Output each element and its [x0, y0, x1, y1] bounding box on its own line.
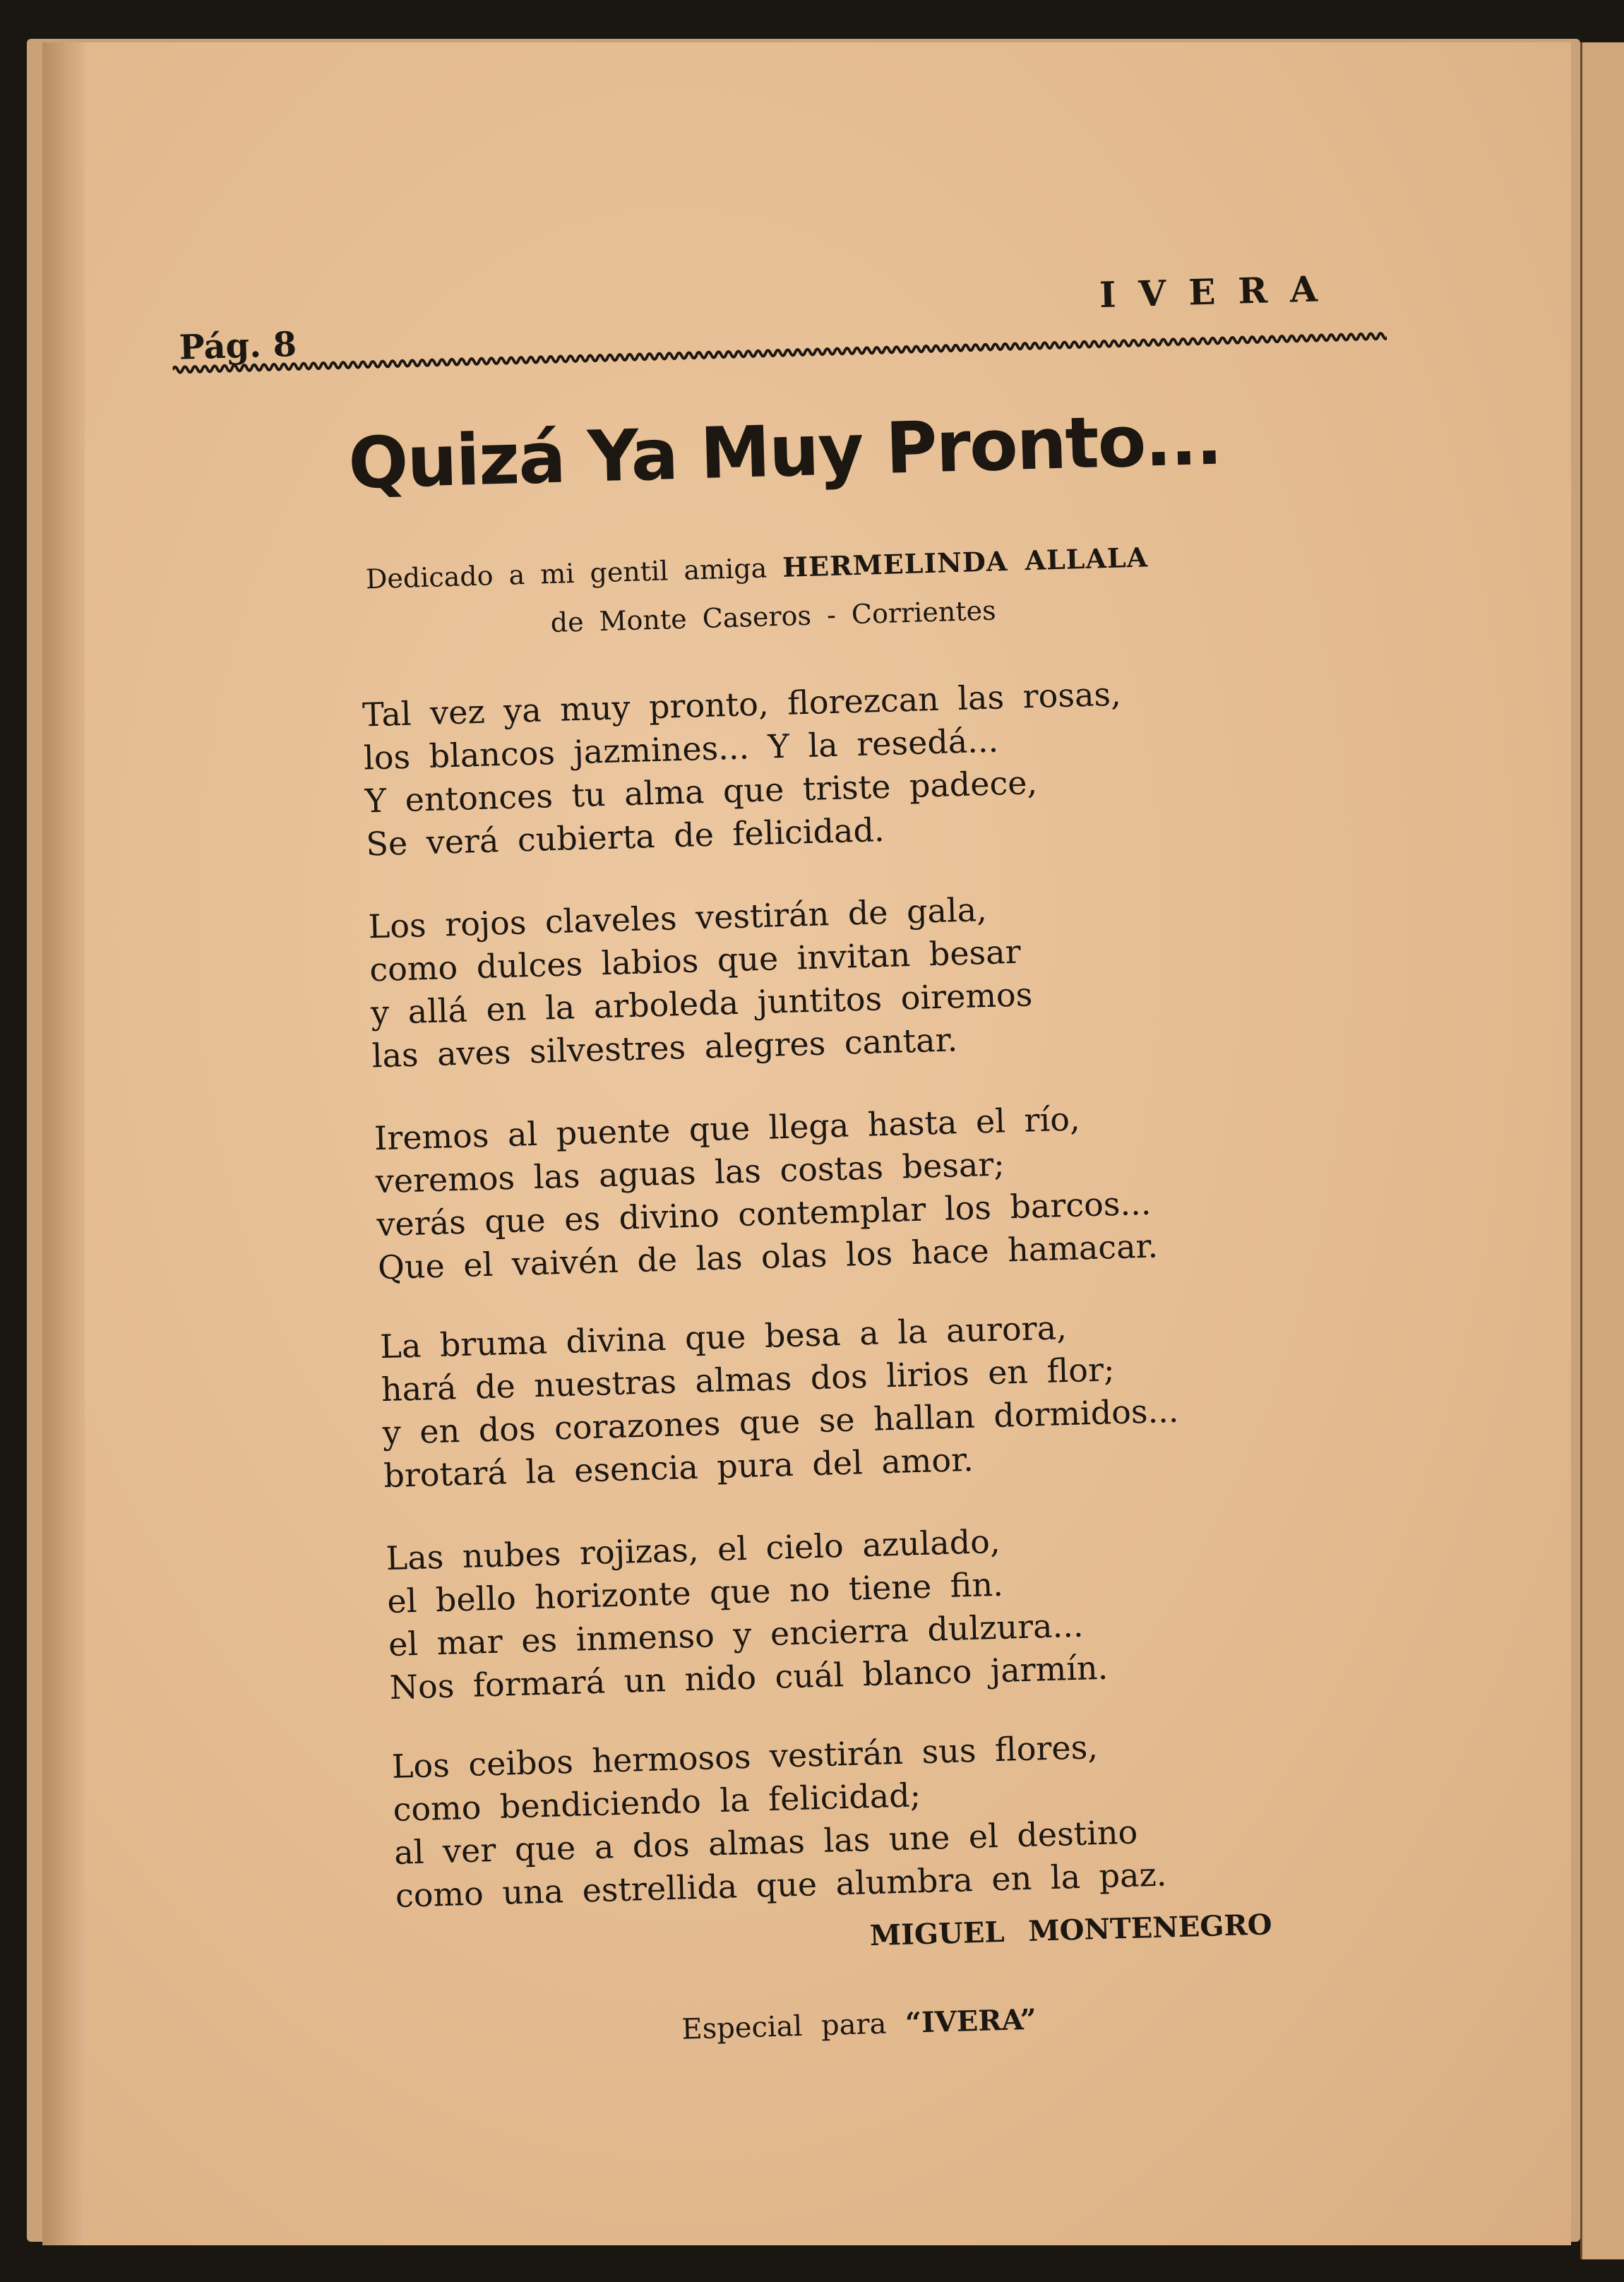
poem-line: el mar es inmenso y encierra dulzura...	[388, 1606, 1084, 1664]
poem-line: Iremos al puente que llega hasta el río,	[374, 1099, 1081, 1158]
poem-line: La bruma divina que besa a la aurora,	[379, 1308, 1068, 1366]
poem-line: como una estrellida que alumbra en la paz.	[395, 1855, 1167, 1915]
poem-line: y en dos corazones que se hallan dormidos...	[381, 1391, 1179, 1452]
stanza	[362, 673, 1126, 866]
footer-credit	[681, 2003, 1037, 2046]
poem-line: como bendiciendo la felicidad;	[392, 1776, 921, 1829]
poem-line: el bello horizonte que no tiene fin.	[386, 1565, 1004, 1621]
stanza	[386, 1517, 1109, 1709]
poem-line: y allá en la arboleda juntitos oiremos	[370, 975, 1033, 1032]
stanza	[380, 1303, 1181, 1498]
stanza	[368, 887, 1034, 1077]
poem-line: Que el vaivén de las olas los hace hamacar.	[377, 1226, 1159, 1287]
poem-title: Quizá Ya Muy Pronto...	[347, 398, 1222, 505]
footer-prefix: Especial para	[681, 2007, 888, 2046]
magazine-name: IVERA	[1099, 267, 1341, 316]
poem-line: las aves silvestres alegres cantar.	[371, 1020, 958, 1075]
poem-line: los blancos jazmines... Y la resedá...	[363, 721, 999, 777]
poem-line: hará de nuestras almas dos lirios en flor;	[381, 1350, 1116, 1409]
stanza	[391, 1724, 1167, 1917]
wavy-rule	[172, 328, 1387, 378]
poem-line: Y entonces tu alma que triste padece,	[364, 763, 1038, 820]
poem-line: Nos formará un nido cuál blanco jarmín.	[389, 1648, 1109, 1707]
poem-line: Tal vez ya muy pronto, florezcan las rosas,	[362, 674, 1122, 734]
poem-line: brotará la esencia pura del amor.	[383, 1440, 974, 1495]
poem-line: como dulces labios que invitan besar	[369, 932, 1022, 989]
poem-line: veremos las aguas las costas besar;	[375, 1145, 1005, 1201]
dedication-name: HERMELINDA ALLALA	[782, 541, 1149, 583]
poem-line: al ver que a dos almas las une el destino	[393, 1812, 1138, 1872]
dedication-prefix: Dedicado a mi gentil amiga	[365, 552, 768, 595]
poem-line: Los ceibos hermosos vestirán sus flores,	[391, 1728, 1099, 1786]
stanza	[374, 1095, 1159, 1289]
author: MIGUEL MONTENEGRO	[869, 1908, 1273, 1953]
poem-line: Se verá cubierta de felicidad.	[365, 810, 885, 864]
poem-line: Los rojos claveles vestirán de gala,	[367, 890, 988, 946]
poem-line: Las nubes rojizas, el cielo azulado,	[385, 1522, 1001, 1578]
poem-line: verás que es divino contemplar los barcos...	[376, 1183, 1152, 1244]
footer-publication: “IVERA”	[904, 2002, 1037, 2040]
dedication-line	[365, 541, 1148, 595]
page-number: Pág. 8	[178, 324, 297, 368]
dedication-place: de Monte Caseros - Corrientes	[550, 595, 997, 639]
